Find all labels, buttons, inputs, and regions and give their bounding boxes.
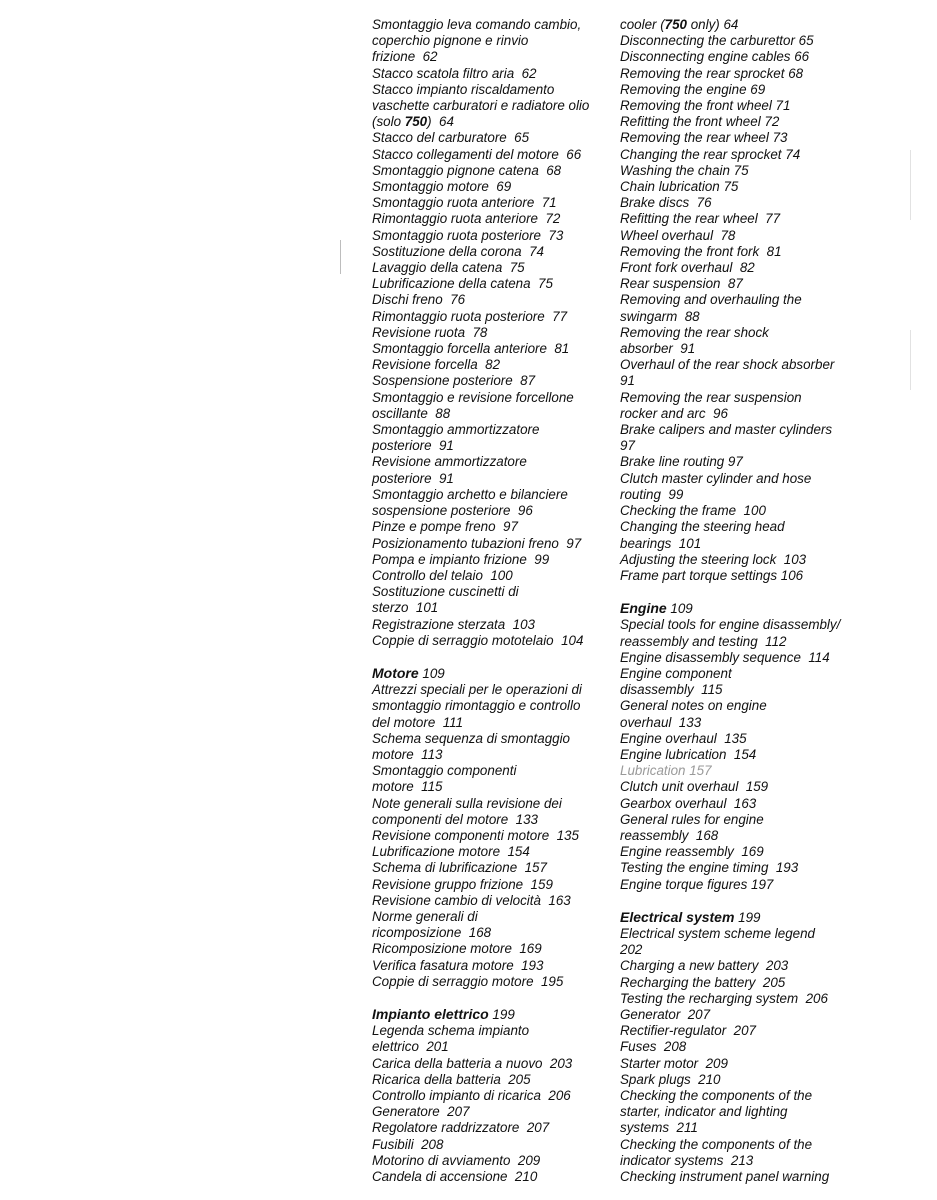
toc-entry: [620, 66, 856, 82]
toc-entry: [372, 341, 604, 357]
toc-entry: [620, 130, 856, 146]
toc-entry: [372, 373, 604, 389]
toc-entry: [372, 1153, 604, 1169]
toc-line: Stacco impianto riscaldamento: [372, 81, 555, 97]
toc-line: Clutch unit overhaul 159: [620, 779, 769, 795]
toc-line: Smontaggio motore 69: [372, 179, 512, 195]
toc-entry: [620, 228, 856, 244]
toc-line: Engine component: [620, 665, 732, 681]
scan-mark: [910, 150, 911, 220]
toc-line: Smontaggio e revisione forcellone: [372, 389, 574, 405]
toc-line: disassembly 115: [620, 682, 723, 698]
toc-entry: [372, 1137, 604, 1153]
toc-line: Rear suspension 87: [620, 276, 743, 292]
toc-entry: [620, 958, 856, 974]
toc-entry: [620, 292, 856, 324]
toc-fragment: only) 64: [687, 17, 739, 32]
toc-entry: [372, 82, 604, 131]
toc-line: General notes on engine: [620, 698, 767, 714]
toc-line: Special tools for engine disassembly/: [620, 617, 841, 633]
toc-entry: [372, 1169, 604, 1185]
toc-line: sospensione posteriore 96: [372, 503, 533, 519]
toc-line: Frame part torque settings 106: [620, 567, 804, 583]
toc-entry: [372, 1088, 604, 1104]
toc-entry: [372, 1120, 604, 1136]
scan-mark: [910, 330, 911, 390]
toc-line: reassembly 168: [620, 827, 719, 843]
toc-entry: [620, 390, 856, 422]
toc-line: 97: [620, 438, 635, 454]
toc-line: Spark plugs 210: [620, 1071, 721, 1087]
toc-fragment: (solo: [372, 114, 405, 130]
toc-line: absorber 91: [620, 341, 696, 357]
toc-entry: [372, 487, 604, 519]
section-heading-title: Engine: [620, 600, 667, 617]
toc-entry: [620, 1137, 856, 1169]
toc-entry: [372, 1056, 604, 1072]
toc-line: 202: [620, 942, 643, 958]
toc-entry: [372, 1104, 604, 1120]
toc-line: Engine disassembly sequence 114: [620, 649, 830, 665]
toc-line: Starter motor 209: [620, 1055, 728, 1071]
toc-entry: [620, 147, 856, 163]
toc-entry: [372, 909, 604, 941]
toc-entry: [372, 260, 604, 276]
toc-line: starter, indicator and lighting: [620, 1104, 788, 1120]
toc-entry: [372, 422, 604, 454]
toc-line: Attrezzi speciali per le operazioni di: [372, 682, 582, 698]
section-heading-title: Motore: [372, 664, 419, 681]
toc-line: bearings 101: [620, 535, 702, 551]
toc-line: oscillante 88: [372, 405, 451, 421]
toc-entry: [620, 796, 856, 812]
toc-entry: [372, 1072, 604, 1088]
toc-line: Changing the steering head: [620, 519, 785, 535]
toc-line: Engine overhaul 135: [620, 730, 747, 746]
toc-entry: [620, 519, 856, 551]
toc-line: Schema sequenza di smontaggio: [372, 730, 571, 746]
toc-line: [372, 114, 604, 130]
toc-line: motore 115: [372, 779, 443, 795]
toc-line: Sospensione posteriore 87: [372, 373, 536, 389]
toc-entry: [620, 698, 856, 730]
toc-entry: [372, 893, 604, 909]
toc-line: Smontaggio archetto e bilanciere: [372, 486, 568, 502]
toc-line: Fuses 208: [620, 1039, 687, 1055]
toc-line: Registrazione sterzata 103: [372, 616, 536, 632]
toc-line: Pompa e impianto frizione 99: [372, 551, 550, 567]
toc-line: posteriore 91: [372, 470, 454, 486]
toc-line: Removing the rear sprocket 68: [620, 65, 804, 81]
toc-entry: [620, 877, 856, 893]
toc-fragment: ) 64: [427, 114, 454, 130]
toc-entry: [372, 390, 604, 422]
toc-entry: [372, 682, 604, 731]
toc-line: Generator 207: [620, 1006, 711, 1022]
toc-entry: [620, 779, 856, 795]
toc-line: Brake calipers and master cylinders: [620, 422, 833, 438]
toc-entry: [620, 454, 856, 470]
toc-line: Removing and overhauling the: [620, 292, 802, 308]
toc-entry: [620, 1056, 856, 1072]
toc-entry: [620, 617, 856, 649]
toc-line: Rectifier-regulator 207: [620, 1023, 756, 1039]
toc-line: coperchio pignone e rinvio: [372, 33, 529, 49]
toc-line: Refitting the rear wheel 77: [620, 211, 781, 227]
toc-line: sterzo 101: [372, 600, 439, 616]
toc-entry: [372, 130, 604, 146]
toc-line: Rimontaggio ruota anteriore 72: [372, 211, 561, 227]
toc-entry: [372, 1023, 604, 1055]
toc-entry: [372, 228, 604, 244]
toc-entry: [620, 195, 856, 211]
toc-entry: [620, 503, 856, 519]
toc-line: Checking the frame 100: [620, 503, 766, 519]
toc-line: Revisione componenti motore 135: [372, 827, 579, 843]
toc-entry: [620, 17, 856, 33]
toc-entry: [620, 650, 856, 666]
toc-entry: [620, 1088, 856, 1137]
toc-line: Checking instrument panel warning: [620, 1169, 830, 1185]
toc-column-italian: [372, 17, 604, 1185]
section-heading-page: 109: [422, 665, 445, 681]
toc-entry: [372, 584, 604, 616]
toc-entry: [372, 211, 604, 227]
toc-line: overhaul 133: [620, 714, 702, 730]
toc-entry: [372, 292, 604, 308]
toc-entry: [620, 1007, 856, 1023]
toc-entry: [620, 812, 856, 844]
toc-entry: [372, 731, 604, 763]
toc-line: Revisione gruppo frizione 159: [372, 876, 553, 892]
toc-line: Candela di accensione 210: [372, 1169, 538, 1185]
toc-line: Testing the recharging system 206: [620, 990, 828, 1006]
toc-column-english: [620, 17, 856, 1185]
toc-line: 91: [620, 373, 635, 389]
toc-entry: [620, 179, 856, 195]
toc-line: rocker and arc 96: [620, 405, 728, 421]
toc-entry: [372, 163, 604, 179]
toc-line: Sostituzione cuscinetti di: [372, 584, 519, 600]
toc-line: Disconnecting the carburettor 65: [620, 33, 814, 49]
toc-line: Removing the engine 69: [620, 81, 766, 97]
toc-line: Lubrificazione motore 154: [372, 844, 530, 860]
toc-line: Revisione cambio di velocità 163: [372, 892, 571, 908]
toc-line: Smontaggio leva comando cambio,: [372, 17, 582, 32]
toc-line: vaschette carburatori e radiatore olio: [372, 98, 590, 114]
toc-line: Removing the front fork 81: [620, 243, 782, 259]
toc-line: Legenda schema impianto: [372, 1023, 530, 1039]
toc-line: Norme generali di: [372, 908, 478, 924]
toc-line: Stacco del carburatore 65: [372, 130, 530, 146]
toc-entry: [372, 195, 604, 211]
toc-entry: [620, 975, 856, 991]
toc-line: [620, 17, 856, 33]
toc-line: Removing the rear suspension: [620, 389, 802, 405]
toc-entry: [620, 552, 856, 568]
toc-entry: [372, 325, 604, 341]
toc-entry: [620, 926, 856, 958]
section-gap: [372, 649, 604, 665]
toc-line: Removing the rear wheel 73: [620, 130, 788, 146]
toc-line: Brake line routing 97: [620, 454, 743, 470]
toc-line: Coppie di serraggio motore 195: [372, 973, 564, 989]
toc-entry: [620, 49, 856, 65]
toc-line: routing 99: [620, 486, 684, 502]
toc-fragment: cooler (: [620, 17, 665, 32]
section-heading-page: 109: [670, 601, 693, 617]
toc-line: Front fork overhaul 82: [620, 260, 755, 276]
toc-fragment: 750: [664, 17, 687, 32]
toc-line: Controllo del telaio 100: [372, 567, 513, 583]
toc-entry: [620, 763, 856, 779]
toc-entry: [620, 276, 856, 292]
toc-line: Schema di lubrificazione 157: [372, 860, 547, 876]
section-heading-title: Impianto elettrico: [372, 1005, 489, 1022]
toc-entry: [372, 828, 604, 844]
toc-line: Changing the rear sprocket 74: [620, 146, 801, 162]
toc-entry: [620, 98, 856, 114]
toc-entry: [620, 731, 856, 747]
toc-line: Adjusting the steering lock 103: [620, 551, 807, 567]
toc-line: Engine lubrication 154: [620, 746, 757, 762]
toc-line: Rimontaggio ruota posteriore 77: [372, 308, 568, 324]
toc-entry: [372, 633, 604, 649]
toc-entry: [620, 666, 856, 698]
toc-line: Testing the engine timing 193: [620, 860, 799, 876]
toc-line: Pinze e pompe freno 97: [372, 519, 518, 535]
toc-entry: [620, 1023, 856, 1039]
toc-entry: [372, 568, 604, 584]
toc-line: Ricomposizione motore 169: [372, 941, 542, 957]
toc-entry: [620, 114, 856, 130]
toc-line: Sostituzione della corona 74: [372, 243, 544, 259]
toc-entry: [620, 860, 856, 876]
toc-line: Engine reassembly 169: [620, 844, 764, 860]
toc-line: Smontaggio forcella anteriore 81: [372, 341, 570, 357]
toc-line: Engine torque figures 197: [620, 876, 774, 892]
toc-entry: [620, 422, 856, 454]
toc-entry: [372, 179, 604, 195]
toc-line: Removing the front wheel 71: [620, 98, 791, 114]
toc-line: Regolatore raddrizzatore 207: [372, 1120, 550, 1136]
toc-entry: [372, 244, 604, 260]
toc-line: Checking the components of the: [620, 1136, 813, 1152]
section-heading: [620, 909, 856, 926]
toc-entry: [372, 276, 604, 292]
toc-entry: [620, 568, 856, 584]
toc-line: Overhaul of the rear shock absorber: [620, 357, 835, 373]
toc-line: Smontaggio ruota anteriore 71: [372, 195, 557, 211]
toc-line: Revisione ammortizzatore: [372, 454, 527, 470]
toc-line: Coppie di serraggio mototelaio 104: [372, 632, 584, 648]
toc-entry: [620, 163, 856, 179]
toc-line: Washing the chain 75: [620, 162, 749, 178]
toc-line: Disconnecting engine cables 66: [620, 49, 810, 65]
toc-line: smontaggio rimontaggio e controllo: [372, 698, 581, 714]
toc-entry: [620, 1169, 856, 1185]
toc-line: Ricarica della batteria 205: [372, 1071, 531, 1087]
toc-line: componenti del motore 133: [372, 811, 538, 827]
toc-entry: [372, 454, 604, 486]
toc-entry: [372, 357, 604, 373]
toc-line: General rules for engine: [620, 811, 764, 827]
toc-line: Wheel overhaul 78: [620, 227, 736, 243]
toc-line: Revisione ruota 78: [372, 324, 488, 340]
section-gap: [372, 990, 604, 1006]
section-gap: [620, 893, 856, 909]
toc-line: Carica della batteria a nuovo 203: [372, 1055, 573, 1071]
section-heading-page: 199: [738, 909, 761, 925]
toc-line: Posizionamento tubazioni freno 97: [372, 535, 582, 551]
toc-line: swingarm 88: [620, 308, 700, 324]
toc-line: Fusibili 208: [372, 1136, 444, 1152]
toc-line: Smontaggio ruota posteriore 73: [372, 227, 564, 243]
toc-line: Gearbox overhaul 163: [620, 795, 757, 811]
toc-line: Motorino di avviamento 209: [372, 1152, 541, 1168]
scan-mark: [340, 240, 341, 274]
toc-line: Brake discs 76: [620, 195, 712, 211]
toc-line: Verifica fasatura motore 193: [372, 957, 544, 973]
toc-line: systems 211: [620, 1120, 698, 1136]
toc-line: indicator systems 213: [620, 1152, 754, 1168]
toc-line: del motore 111: [372, 714, 464, 730]
toc-line: Removing the rear shock: [620, 324, 769, 340]
section-heading: [620, 600, 856, 617]
toc-entry: [372, 860, 604, 876]
toc-line: Charging a new battery 203: [620, 958, 789, 974]
section-gap: [620, 584, 856, 600]
toc-line: frizione 62: [372, 49, 438, 65]
toc-entry: [372, 941, 604, 957]
toc-entry: [372, 17, 604, 66]
toc-line: Electrical system scheme legend: [620, 925, 815, 941]
toc-entry: [372, 877, 604, 893]
toc-entry: [620, 1039, 856, 1055]
toc-entry: [372, 66, 604, 82]
toc-line: Generatore 207: [372, 1104, 470, 1120]
toc-entry: [372, 536, 604, 552]
toc-entry: [620, 357, 856, 389]
toc-line: elettrico 201: [372, 1039, 449, 1055]
toc-entry: [620, 1072, 856, 1088]
toc-line: Lavaggio della catena 75: [372, 260, 525, 276]
toc-entry: [620, 211, 856, 227]
toc-line: Checking the components of the: [620, 1088, 813, 1103]
toc-line: ricomposizione 168: [372, 925, 492, 941]
toc-entry: [372, 763, 604, 795]
toc-entry: [372, 309, 604, 325]
toc-line: Lubrificazione della catena 75: [372, 276, 553, 292]
toc-line: motore 113: [372, 746, 443, 762]
toc-entry: [620, 325, 856, 357]
section-heading-page: 199: [492, 1006, 515, 1022]
toc-entry: [620, 991, 856, 1007]
toc-entry: [372, 552, 604, 568]
toc-entry: [620, 471, 856, 503]
toc-entry: [620, 747, 856, 763]
toc-entry: [372, 974, 604, 990]
section-heading: [372, 665, 604, 682]
toc-entry: [372, 147, 604, 163]
toc-fragment: 750: [404, 114, 428, 130]
toc-line: Controllo impianto di ricarica 206: [372, 1088, 571, 1103]
toc-entry: [620, 260, 856, 276]
section-heading: [372, 1006, 604, 1023]
toc-entry: [372, 958, 604, 974]
section-heading-title: Electrical system: [620, 908, 735, 925]
toc-line: Note generali sulla revisione dei: [372, 795, 562, 811]
toc-line: Smontaggio ammortizzatore: [372, 422, 540, 438]
toc-entry: [372, 844, 604, 860]
toc-line: Revisione forcella 82: [372, 357, 501, 373]
toc-entry: [620, 33, 856, 49]
toc-entry: [372, 617, 604, 633]
toc-line: Stacco scatola filtro aria 62: [372, 65, 537, 81]
toc-line: Smontaggio pignone catena 68: [372, 162, 562, 178]
toc-entry: [372, 519, 604, 535]
toc-entry: [620, 82, 856, 98]
toc-entry: [372, 796, 604, 828]
toc-line: Clutch master cylinder and hose: [620, 470, 812, 486]
toc-line: posteriore 91: [372, 438, 454, 454]
toc-line: Chain lubrication 75: [620, 179, 739, 195]
toc-entry: [620, 244, 856, 260]
toc-line: Lubrication 157: [620, 763, 712, 779]
toc-entry: [620, 844, 856, 860]
toc-line: Stacco collegamenti del motore 66: [372, 146, 582, 162]
toc-line: Smontaggio componenti: [372, 763, 517, 779]
toc-line: Refitting the front wheel 72: [620, 114, 780, 130]
toc-line: Dischi freno 76: [372, 292, 466, 308]
toc-line: reassembly and testing 112: [620, 633, 787, 649]
toc-line: Recharging the battery 205: [620, 974, 786, 990]
